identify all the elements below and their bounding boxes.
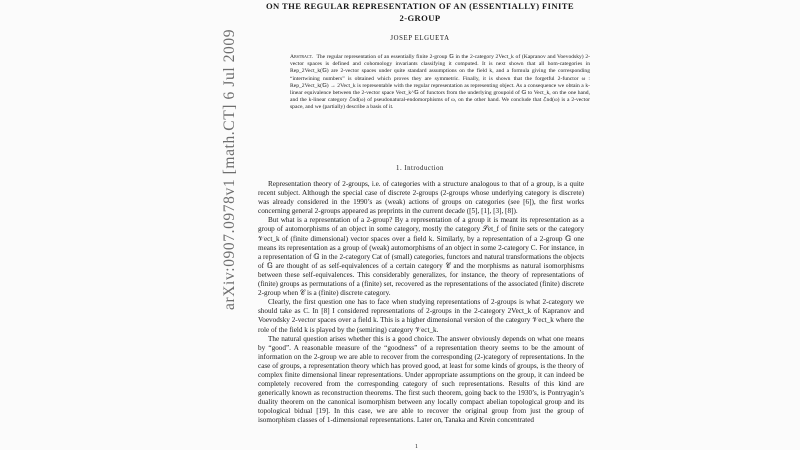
paragraph: But what is a representation of a 2-group? By a representation of a group it is meant its representation as a group of automorphisms of an object in some category, mostly the category 𝒮et_f of finite sets or the category 𝒱ect_k of (finite dimensional) vector spaces over a field k. Similarly, by a representation of a 2-group 𝔾 one means its representation as a group of (weak) automorphisms of an object in some 2-category C. For instance, in a representation of 𝔾 in the 2-category Cat of (small) categories, functors and natural transformations the objects of 𝔾 are thought of as self-equivalences of a certain category 𝒞 and the morphisms as natural isomorphisms between these self-equivalences. This considerably generalizes, for instance, the theory of representations of (finite) groups as permutations of a (finite) set, recovered as the representations of the associated (finite) discrete 2-group when 𝒞 is a (finite) discrete category. [258,216,584,298]
title-line-2: 2-GROUP [399,13,441,23]
paragraph: Clearly, the first question one has to face when studying representations of 2-groups is what 2-category we should take as C. In [8] I considered representations of 2-groups in the 2-category 2Vect_k of Kapranov and Voevodsky 2-vector spaces over a field k. This is a higher dimensional version of the category 𝒱ect_k where the role of the field k is played by the (semiring) category 𝒱ect_k. [258,298,584,334]
author-name: JOSEP ELGUETA [390,35,450,42]
page-number: 1 [415,444,418,450]
abstract-label: Abstract. [290,54,314,60]
introduction-body [258,180,584,426]
abstract-text: The regular representation of an essentially finite 2-group 𝔾 in the 2-category 2Vect_k of (Kapranov and Voevodsky) 2-vector spaces is defined and cohomology invariants classifying it computed. It is next shown that all hom-categories in Rep_2Vect_k(𝔾) are 2-vector spaces under quite standard assumptions on the field k, and a formula giving the corresponding “intertwining numbers” is obtained which proves they are symmetric. Finally, it is shown that the forgetful 2-functor ω : Rep_2Vect_k(𝔾) → 2Vect_k is representable with the regular representation as representing object. As a consequence we obtain a k-linear equivalence between the 2-vector space Vect_k^𝔾 of functors from the underlying groupoid of 𝔾 to Vect_k, on the one hand, and the k-linear category ℰnd(ω) of pseudonatural-endomorphisms of ω, on the other hand. We conclude that ℰnd(ω) is a 2-vector space, and we (partially) describe a basis of it. [290,54,590,111]
paragraph: Representation theory of 2-groups, i.e. of categories with a structure analogous to that of a group, is a quite recent subject. Although the special case of discrete 2-groups (2-groups whose underlying category is discrete) was already considered in the 1990’s as (weak) actions of groups on categories (see [6]), the first works concerning general 2-groups appeared as preprints in the current decade ([5], [1], [3], [8]). [258,180,584,216]
paper-title [240,0,600,24]
arxiv-identifier-stamp: arXiv:0907.0978v1 [math.CT] 6 Jul 2009 [221,28,238,310]
abstract [290,54,590,112]
section-heading-introduction: 1. Introduction [396,165,444,172]
title-line-1: ON THE REGULAR REPRESENTATION OF AN (ESSENTIALLY) FINITE [265,1,575,11]
paragraph: The natural question arises whether this is a good choice. The answer obviously depends on what one means by “good”. A reasonable measure of the “goodness” of a representation theory seems to be the amount of information on the 2-group we are able to recover from the corresponding (2-)category of representations. In the case of groups, a representation theory which has proved good, at least for some kinds of groups, is the theory of complex finite dimensional linear representations. Under appropriate assumptions on the group, it can indeed be completely recovered from the corresponding category of such representations. Results of this kind are generically known as reconstruction theorems. The first such theorem, going back to the 1930’s, is Pontryagin’s duality theorem on the canonical isomorphism between any locally compact abelian topological group and its topological bidual [19]. In this case, we are able to recover the original group from just the group of isomorphism classes of 1-dimensional representations. Later on, Tanaka and Krein concentrated [258,334,584,425]
